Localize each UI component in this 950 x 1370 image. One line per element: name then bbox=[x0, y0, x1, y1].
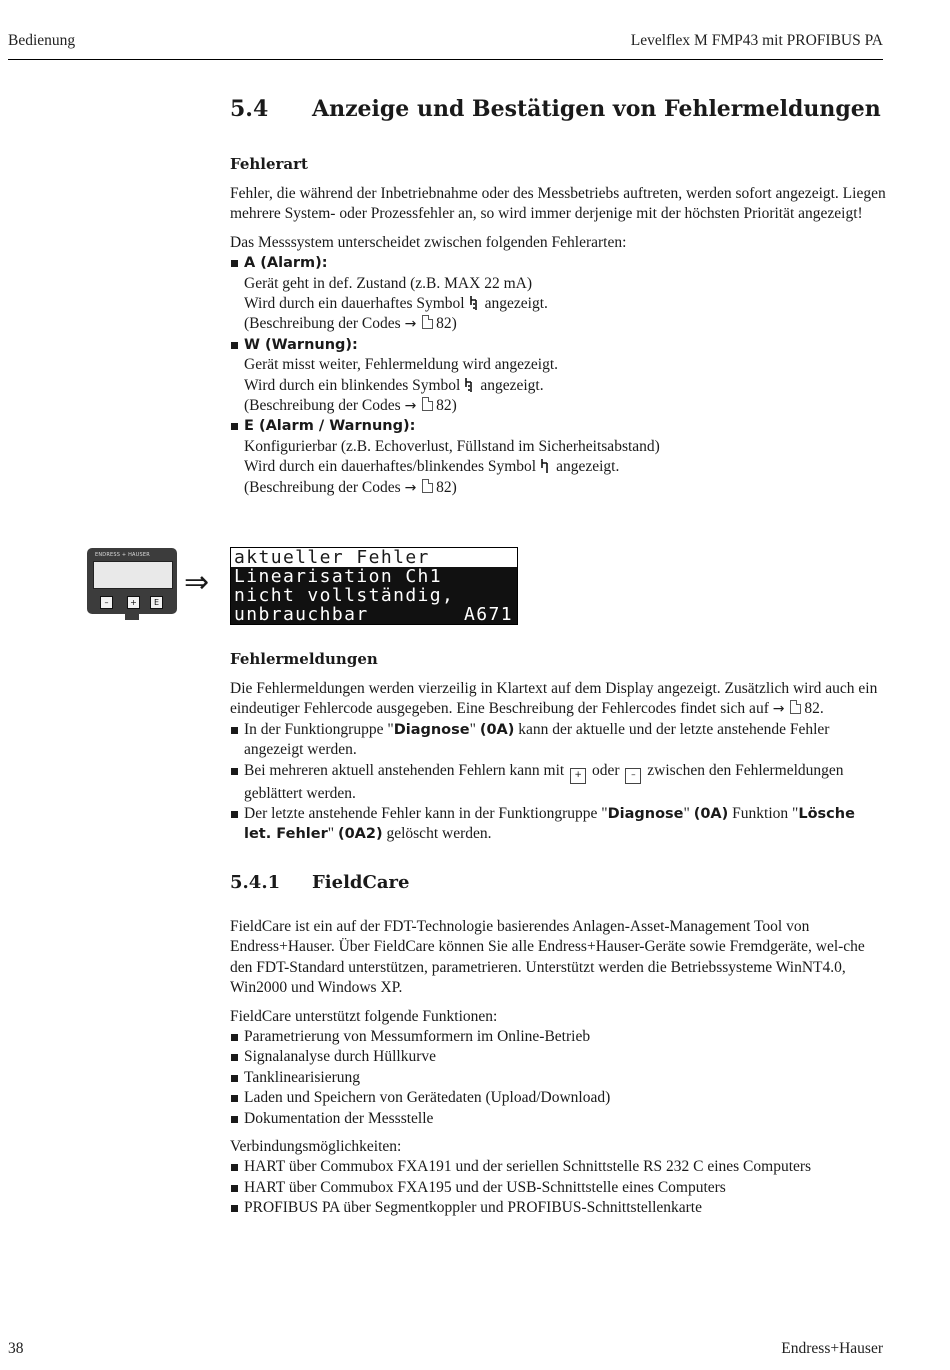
subsection-title: FieldCare bbox=[312, 872, 410, 893]
page-reference-icon bbox=[422, 479, 433, 493]
item-line: (Beschreibung der Codes bbox=[244, 478, 401, 496]
list-item: Parametrierung von Messumformern im Online-Betrieb bbox=[230, 1027, 886, 1047]
running-header-product: Levelflex M FMP43 mit PROFIBUS PA bbox=[630, 32, 883, 49]
fieldcare-functions-lead: FieldCare unterstützt folgende Funktionen: bbox=[230, 1007, 498, 1025]
warning-symbol-icon bbox=[464, 378, 476, 392]
function-name: Lösche let. Fehler bbox=[244, 806, 855, 843]
text: gelöscht werden. bbox=[382, 825, 492, 843]
fehlerart-item-warnung bbox=[230, 335, 886, 417]
page-reference: 82) bbox=[436, 315, 457, 333]
running-header-section: Bedienung bbox=[8, 32, 76, 49]
fehlerart-item-alarm-warnung bbox=[230, 416, 886, 498]
reference-arrow-icon: → bbox=[404, 316, 417, 333]
fehlermeldungen-intro bbox=[230, 679, 886, 720]
page-reference: 82) bbox=[436, 397, 457, 415]
device-minus-key: – bbox=[100, 596, 113, 609]
device-display-illustration bbox=[87, 548, 177, 614]
footer-brand: Endress+Hauser bbox=[781, 1340, 883, 1357]
item-line: angezeigt. bbox=[480, 376, 544, 394]
page-number: 38 bbox=[8, 1340, 24, 1357]
reference-arrow-icon: → bbox=[404, 479, 417, 496]
fieldcare-connections-list bbox=[230, 1157, 886, 1218]
item-line: Wird durch ein blinkendes Symbol bbox=[244, 376, 461, 394]
list-item: Signalanalyse durch Hüllkurve bbox=[230, 1047, 886, 1067]
reference-arrow-icon: → bbox=[404, 398, 417, 415]
page-reference-icon bbox=[790, 700, 801, 714]
minus-key-icon: – bbox=[625, 768, 641, 784]
text: Funktion " bbox=[728, 805, 799, 823]
text: " bbox=[683, 805, 694, 823]
fehlerart-heading: Fehlerart bbox=[230, 155, 308, 173]
fehlermeldungen-list bbox=[230, 720, 886, 845]
item-title: A (Alarm): bbox=[244, 255, 328, 272]
item-line: angezeigt. bbox=[484, 295, 548, 313]
lcd-row-4 bbox=[231, 605, 517, 624]
double-arrow-icon: ⇒ bbox=[184, 565, 210, 600]
subsection-number: 5.4.1 bbox=[230, 872, 281, 893]
lcd-row-2: Linearisation Ch1 bbox=[231, 567, 517, 586]
device-screen bbox=[93, 561, 173, 589]
item-line: (Beschreibung der Codes bbox=[244, 397, 401, 415]
text: In der Funktiongruppe " bbox=[244, 720, 394, 738]
plus-key-icon: + bbox=[570, 768, 586, 784]
function-group-name: Diagnose bbox=[607, 806, 684, 823]
section-heading bbox=[230, 96, 881, 122]
fieldcare-connections-lead: Verbindungsmöglichkeiten: bbox=[230, 1138, 402, 1156]
item-line: (Beschreibung der Codes bbox=[244, 315, 401, 333]
list-item bbox=[230, 720, 886, 761]
fehlermeldungen-block bbox=[230, 679, 886, 845]
text: " bbox=[469, 720, 480, 738]
text: " bbox=[327, 825, 338, 843]
reference-arrow-icon: → bbox=[772, 701, 785, 718]
list-item: PROFIBUS PA über Segmentkoppler und PROFIBUS-Schnittstellenkarte bbox=[230, 1198, 886, 1218]
device-brand: ENDRESS + HAUSER bbox=[95, 552, 150, 558]
lcd-row-3: nicht vollständig, bbox=[231, 586, 517, 605]
device-enter-key: E bbox=[150, 596, 163, 609]
fehlerart-intro: Fehler, die während der Inbetriebnahme oder des Messbetriebs auftreten, werden sofort angezeigt. Liegen mehrere System- oder Prozessfehler an, so wird immer derjenige mit der höchsten Priorität angezeigt! bbox=[230, 185, 886, 223]
header-rule bbox=[8, 59, 883, 60]
fehlerart-item-alarm bbox=[230, 253, 886, 335]
function-code: (0A) bbox=[693, 806, 729, 823]
device-plus-key: + bbox=[127, 596, 140, 609]
list-item: Tanklinearisierung bbox=[230, 1068, 886, 1088]
function-code: (0A) bbox=[479, 721, 515, 738]
page-reference: 82) bbox=[436, 478, 457, 496]
section-number: 5.4 bbox=[230, 96, 269, 122]
device-connector bbox=[125, 614, 139, 620]
fehlerart-list bbox=[230, 253, 886, 498]
list-item: HART über Commubox FXA195 und der USB-Schnittstelle eines Computers bbox=[230, 1178, 886, 1198]
lcd-message: unbrauchbar bbox=[234, 605, 369, 624]
fehlerart-lead: Das Messsystem unterscheidet zwischen folgenden Fehlerarten: bbox=[230, 233, 627, 251]
item-line: Gerät misst weiter, Fehlermeldung wird angezeigt. bbox=[244, 356, 559, 374]
subsection-heading bbox=[230, 872, 409, 893]
lcd-row-1: aktueller Fehler bbox=[234, 548, 430, 567]
item-title: E (Alarm / Warnung): bbox=[244, 418, 416, 435]
fehlermeldungen-heading: Fehlermeldungen bbox=[230, 650, 378, 668]
alarm-warning-symbol-icon bbox=[540, 459, 552, 473]
text: zwischen den Fehlermeldungen geblättert werden. bbox=[244, 761, 844, 802]
text: kann der aktuelle und der letzte anstehende Fehler angezeigt werden. bbox=[244, 720, 830, 759]
page-reference: 82. bbox=[804, 700, 824, 718]
item-line: Wird durch ein dauerhaftes Symbol bbox=[244, 295, 465, 313]
lcd-display bbox=[230, 547, 518, 625]
function-group-name: Diagnose bbox=[393, 721, 470, 738]
list-item: Dokumentation der Messstelle bbox=[230, 1109, 886, 1129]
fieldcare-intro: FieldCare ist ein auf der FDT-Technologie basierendes Anlagen-Asset-Management Tool von Endress+Hauser. Über FieldCare können Sie alle Endress+Hauser-Geräte sowie Fremdgeräte, wel-che den FDT-Standard unterstützen, parametrieren. Unterstützt werden die Betriebssysteme WinNT4.0, Win2000 und Windows XP. bbox=[230, 918, 865, 997]
text: Der letzte anstehende Fehler kann in der Funktiongruppe " bbox=[244, 805, 608, 823]
page-reference-icon bbox=[422, 397, 433, 411]
item-title: W (Warnung): bbox=[244, 336, 358, 353]
text: Bei mehreren aktuell anstehenden Fehlern kann mit bbox=[244, 761, 565, 779]
fehlerart-block bbox=[230, 184, 886, 498]
section-title: Anzeige und Bestätigen von Fehlermeldungen bbox=[312, 96, 881, 122]
list-item: HART über Commubox FXA191 und der seriellen Schnittstelle RS 232 C eines Computers bbox=[230, 1157, 886, 1177]
alarm-symbol-icon bbox=[469, 296, 481, 310]
list-item bbox=[230, 804, 886, 845]
item-line: angezeigt. bbox=[556, 458, 620, 476]
fieldcare-functions-list bbox=[230, 1027, 886, 1129]
item-line: Konfigurierbar (z.B. Echoverlust, Füllstand im Sicherheitsabstand) bbox=[244, 437, 660, 455]
lcd-error-code: A671 bbox=[464, 605, 513, 624]
fieldcare-block bbox=[230, 917, 886, 1219]
item-line: Wird durch ein dauerhaftes/blinkendes Symbol bbox=[244, 458, 537, 476]
text: oder bbox=[591, 761, 620, 779]
function-code: (0A2) bbox=[337, 826, 383, 843]
page-reference-icon bbox=[422, 315, 433, 329]
intro-text: Die Fehlermeldungen werden vierzeilig in Klartext auf dem Display angezeigt. Zusätzlich wird auch ein eindeutiger Fehlercode ausgegeben. Eine Beschreibung der Fehlercodes findet sich auf bbox=[230, 680, 878, 718]
list-item bbox=[230, 761, 886, 804]
list-item: Laden und Speichern von Gerätedaten (Upload/Download) bbox=[230, 1088, 886, 1108]
item-line: Gerät geht in def. Zustand (z.B. MAX 22 mA) bbox=[244, 274, 532, 292]
